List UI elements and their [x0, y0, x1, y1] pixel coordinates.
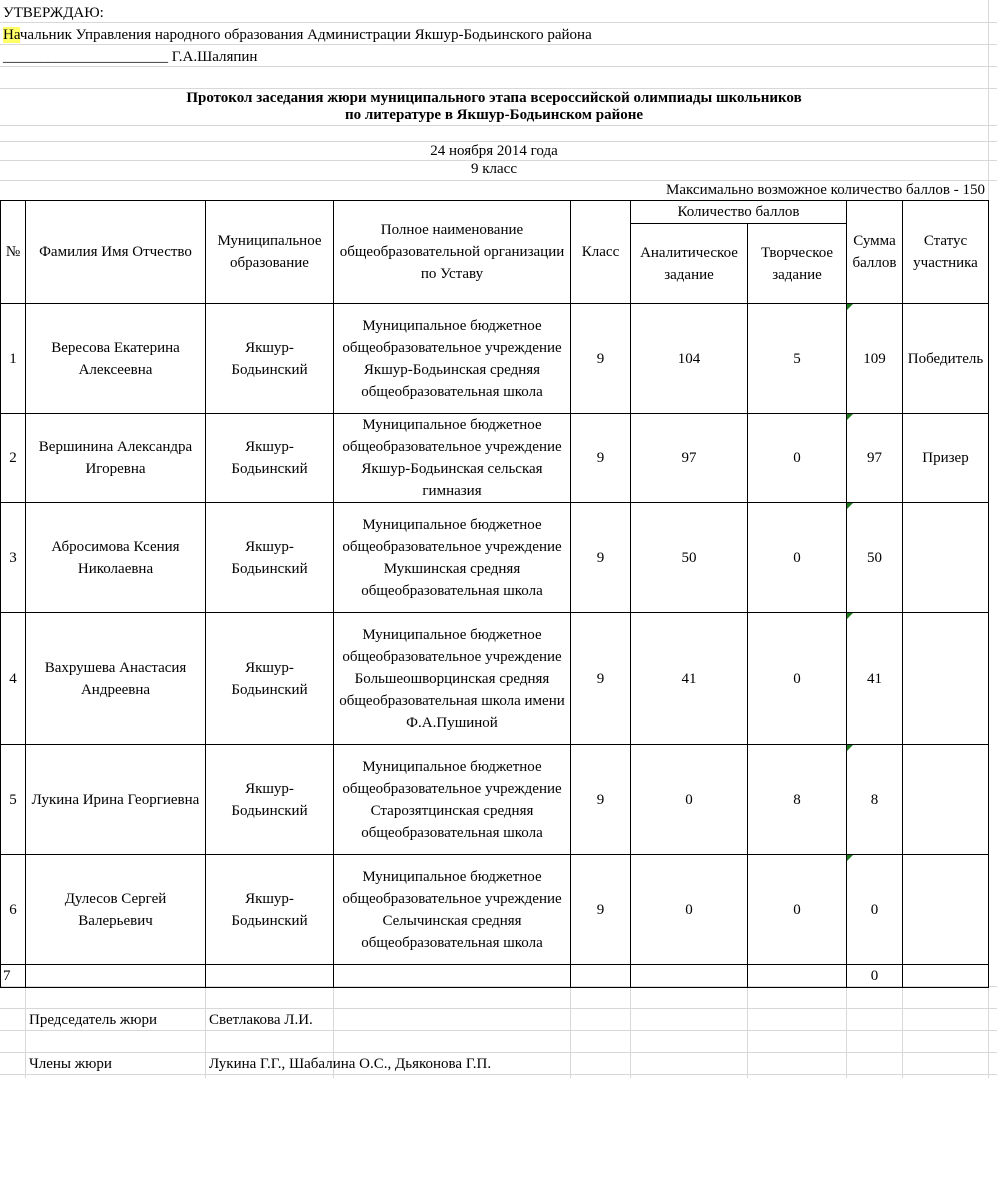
cell-num: 1: [1, 304, 26, 414]
signer-name: Г.А.Шаляпин: [171, 49, 258, 65]
cell-municipality: [206, 965, 334, 988]
cell-class: 9: [571, 855, 631, 965]
col-header-points-group: Количество баллов: [631, 201, 847, 224]
grade: 9 класс: [471, 161, 517, 177]
cell-status: [903, 855, 989, 965]
cell-creative: 0: [748, 414, 847, 503]
cell-class: 9: [571, 503, 631, 613]
cell-municipality: Якшур-Бодьинский: [206, 613, 334, 745]
cell-name: Дулесов Сергей Валерьевич: [26, 855, 206, 965]
col-header-num: №: [1, 201, 26, 304]
position-text: чальник Управления народного образования Администрации Якшур-Бодьинского района: [19, 27, 592, 43]
col-header-analytic: Аналитическое задание: [631, 224, 748, 304]
cell-status: [903, 503, 989, 613]
cell-num: 2: [1, 414, 26, 503]
cell-class: 9: [571, 304, 631, 414]
results-table: [0, 200, 989, 988]
cell-sum: 0: [847, 855, 903, 965]
protocol-title-line2: по литературе в Якшур-Бодьинском районе: [344, 107, 644, 123]
cell-sum: 109: [847, 304, 903, 414]
cell-num: 3: [1, 503, 26, 613]
cell-sum: 41: [847, 613, 903, 745]
date: 24 ноября 2014 года: [430, 143, 558, 159]
cell-org: Муниципальное бюджетное общеобразовательное учреждение Мукшинская средняя общеобразовательная школа: [334, 503, 571, 613]
cell-num: 6: [1, 855, 26, 965]
approve-label: УТВЕРЖДАЮ:: [3, 5, 104, 21]
cell-org: [334, 965, 571, 988]
cell-analytic: [631, 965, 748, 988]
cell-class: 9: [571, 414, 631, 503]
cell-status: [903, 965, 989, 988]
col-header-org: Полное наименование общеобразовательной организации по Уставу: [334, 201, 571, 304]
jury-chair-label: Председатель жюри: [29, 1012, 158, 1028]
cell-name: Вершинина Александра Игоревна: [26, 414, 206, 503]
col-header-class: Класс: [571, 201, 631, 304]
table-row: [1, 414, 989, 503]
cell-creative: 5: [748, 304, 847, 414]
cell-municipality: Якшур-Бодьинский: [206, 414, 334, 503]
table-row: [1, 503, 989, 613]
cell-municipality: Якшур-Бодьинский: [206, 503, 334, 613]
cell-class: 9: [571, 745, 631, 855]
cell-org: Муниципальное бюджетное общеобразовательное учреждение Якшур-Бодьинская сельская гимназия: [334, 414, 571, 503]
cell-num: 4: [1, 613, 26, 745]
table-row: [1, 745, 989, 855]
jury-members-label: Члены жюри: [29, 1056, 112, 1072]
cell-class: 9: [571, 613, 631, 745]
cell-municipality: Якшур-Бодьинский: [206, 745, 334, 855]
cell-class: [571, 965, 631, 988]
table-row: [1, 965, 989, 988]
cell-sum: 0: [847, 965, 903, 988]
cell-analytic: 104: [631, 304, 748, 414]
jury-chair-name: Светлакова Л.И.: [209, 1012, 313, 1028]
col-header-creative: Творческое задание: [748, 224, 847, 304]
cell-num: 7: [1, 965, 26, 988]
cell-org: Муниципальное бюджетное общеобразовательное учреждение Селычинская средняя общеобразовательная школа: [334, 855, 571, 965]
signature-line: ______________________: [3, 49, 168, 65]
cell-analytic: 97: [631, 414, 748, 503]
cell-org: Муниципальное бюджетное общеобразовательное учреждение Большеошворцинская средняя общеобразовательная школа имени Ф.А.Пушиной: [334, 613, 571, 745]
cell-creative: 0: [748, 613, 847, 745]
cell-name: Лукина Ирина Георгиевна: [26, 745, 206, 855]
cell-creative: 8: [748, 745, 847, 855]
cell-creative: [748, 965, 847, 988]
table-row: [1, 613, 989, 745]
jury-members-names: Лукина Г.Г., Шабалина О.С., Дьяконова Г.П.: [209, 1056, 492, 1072]
table-row: [1, 855, 989, 965]
cell-status: Призер: [903, 414, 989, 503]
cell-sum: 8: [847, 745, 903, 855]
cell-org: Муниципальное бюджетное общеобразовательное учреждение Старозятцинская средняя общеобразовательная школа: [334, 745, 571, 855]
col-header-name: Фамилия Имя Отчество: [26, 201, 206, 304]
cell-sum: 50: [847, 503, 903, 613]
cell-sum: 97: [847, 414, 903, 503]
cell-analytic: 50: [631, 503, 748, 613]
cell-analytic: 0: [631, 855, 748, 965]
cell-status: [903, 613, 989, 745]
protocol-title-line1: Протокол заседания жюри муниципального этапа всероссийской олимпиады школьников: [186, 90, 802, 106]
cell-municipality: Якшур-Бодьинский: [206, 304, 334, 414]
cell-status: Победитель: [903, 304, 989, 414]
cell-name: [26, 965, 206, 988]
cell-name: Вересова Екатерина Алексеевна: [26, 304, 206, 414]
cell-org: Муниципальное бюджетное общеобразовательное учреждение Якшур-Бодьинская средняя общеобразовательная школа: [334, 304, 571, 414]
col-header-municipality: Муниципальное образование: [206, 201, 334, 304]
col-header-sum: Сумма баллов: [847, 201, 903, 304]
approver-position: [3, 24, 592, 46]
cell-analytic: 41: [631, 613, 748, 745]
max-score-note: Максимально возможное количество баллов - 150: [666, 182, 985, 198]
cell-analytic: 0: [631, 745, 748, 855]
signature-row: [3, 46, 257, 68]
cell-creative: 0: [748, 855, 847, 965]
cell-name: Вахрушева Анастасия Андреевна: [26, 613, 206, 745]
cell-num: 5: [1, 745, 26, 855]
table-row: [1, 304, 989, 414]
cell-municipality: Якшур-Бодьинский: [206, 855, 334, 965]
header-row-1: [1, 201, 989, 224]
cell-creative: 0: [748, 503, 847, 613]
cell-name: Абросимова Ксения Николаевна: [26, 503, 206, 613]
col-header-status: Статус участника: [903, 201, 989, 304]
cell-status: [903, 745, 989, 855]
highlighted-text: На: [3, 27, 20, 43]
